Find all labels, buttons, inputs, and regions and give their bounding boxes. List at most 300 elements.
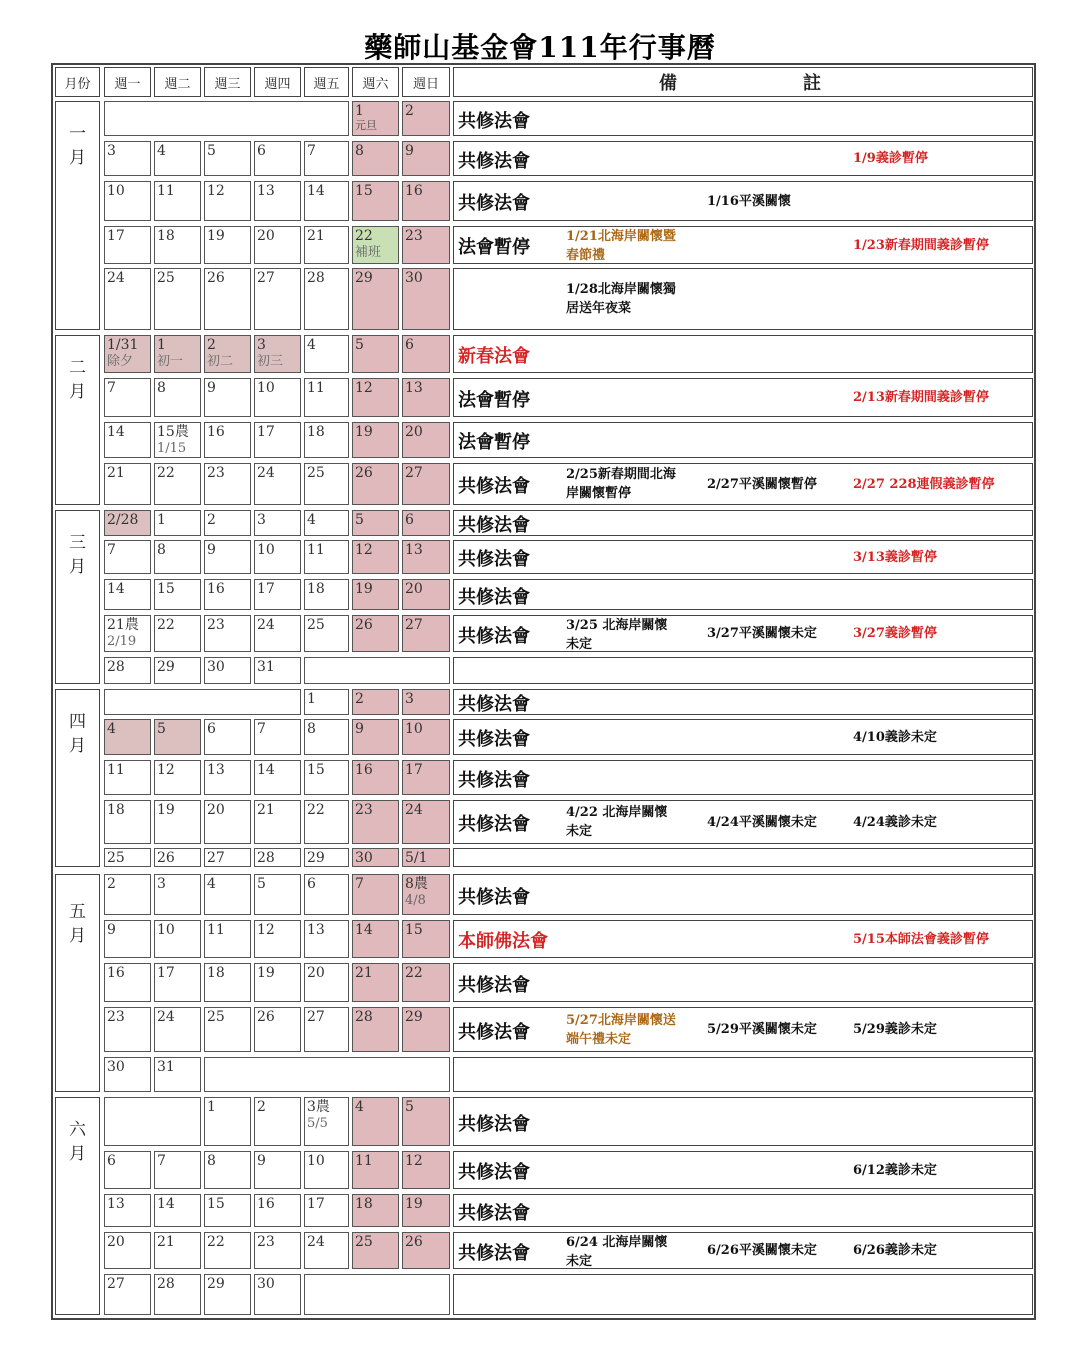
day-number: 11 xyxy=(355,1153,373,1169)
remark-note: 1/28北海岸關懷獨 居送年夜菜 xyxy=(566,282,676,316)
remark-row xyxy=(453,540,1033,574)
remark-main: 共修法會 xyxy=(458,1202,530,1224)
day-cell xyxy=(402,510,450,536)
day-note: 4/8 xyxy=(405,893,426,908)
day-number: 11 xyxy=(157,183,175,199)
day-cell xyxy=(204,848,251,867)
day-number: 25 xyxy=(307,617,325,633)
day-cell xyxy=(402,335,450,373)
day-cell xyxy=(402,540,450,574)
day-cell xyxy=(304,1151,349,1189)
day-number: 13 xyxy=(405,542,423,558)
remark-row xyxy=(453,1007,1033,1052)
day-number: 8農 xyxy=(405,876,428,892)
day-number: 13 xyxy=(107,1196,125,1212)
remark-note: 2/27 228連假義診暫停 xyxy=(853,476,995,492)
day-number: 12 xyxy=(405,1153,423,1169)
day-number: 19 xyxy=(157,802,175,818)
day-number: 13 xyxy=(307,922,325,938)
day-number: 2 xyxy=(257,1099,266,1115)
day-number: 2 xyxy=(355,691,364,707)
day-number: 1 xyxy=(157,512,166,528)
day-number: 17 xyxy=(257,424,275,440)
day-note: 元旦 xyxy=(355,119,377,132)
remark-main: 共修法會 xyxy=(458,694,530,715)
day-cell xyxy=(154,579,201,610)
remark-row xyxy=(453,422,1033,458)
day-cell xyxy=(254,615,301,652)
day-number: 21 xyxy=(355,965,373,981)
day-number: 16 xyxy=(207,424,225,440)
day-note: 1/15 xyxy=(157,441,187,456)
remark-row xyxy=(453,1194,1033,1227)
remark-note: 2/27平溪關懷暫停 xyxy=(707,476,817,492)
day-number: 1/31 xyxy=(107,337,139,353)
day-cell xyxy=(402,463,450,505)
day-cell xyxy=(304,378,349,417)
day-number: 22 xyxy=(207,1234,225,1250)
day-number: 28 xyxy=(157,1276,175,1292)
remark-note: 2/25新春期間北海 岸關懷暫停 xyxy=(566,467,676,501)
day-cell xyxy=(204,760,251,795)
day-cell xyxy=(304,335,349,373)
remark-main: 共修法會 xyxy=(458,729,530,750)
remark-note: 1/23新春期間義診暫停 xyxy=(853,237,989,253)
day-cell xyxy=(352,378,399,417)
day-cell xyxy=(254,657,301,684)
day-number: 1 xyxy=(207,1099,216,1115)
day-cell xyxy=(402,181,450,221)
day-number: 23 xyxy=(355,802,373,818)
remark-row xyxy=(453,800,1033,844)
remark-row xyxy=(453,874,1033,915)
day-cell xyxy=(352,920,399,958)
day-number: 21農 xyxy=(107,617,139,633)
day-cell xyxy=(104,335,151,373)
remark-main: 共修法會 xyxy=(458,814,530,835)
day-number: 11 xyxy=(307,542,325,558)
day-number: 11 xyxy=(307,380,325,396)
day-number: 25 xyxy=(207,1009,225,1025)
remark-row xyxy=(453,920,1033,958)
day-note: 初三 xyxy=(257,354,284,369)
remark-note: 1/21北海岸關懷暨 春節禮 xyxy=(566,229,676,263)
weekday-header-6: 週六 xyxy=(352,67,399,97)
day-number: 20 xyxy=(257,228,275,244)
day-number: 26 xyxy=(157,850,175,866)
day-number: 6 xyxy=(257,143,266,159)
day-cell xyxy=(204,378,251,417)
day-cell xyxy=(204,335,251,373)
day-cell xyxy=(204,874,251,915)
day-cell xyxy=(402,760,450,795)
day-number: 16 xyxy=(257,1196,275,1212)
day-cell xyxy=(352,615,399,652)
day-cell xyxy=(154,1007,201,1052)
remark-row xyxy=(453,615,1033,652)
day-number: 19 xyxy=(355,424,373,440)
day-number: 26 xyxy=(405,1234,423,1250)
day-number: 3農 xyxy=(307,1099,330,1115)
remark-main: 本師佛法會 xyxy=(458,931,548,952)
remark-note: 2/13新春期間義診暫停 xyxy=(853,390,989,405)
day-number: 24 xyxy=(405,802,423,818)
day-cell xyxy=(254,378,301,417)
day-cell xyxy=(352,1097,399,1146)
day-number: 14 xyxy=(307,183,325,199)
weekday-header-2: 週二 xyxy=(154,67,201,97)
day-cell xyxy=(104,1194,151,1227)
day-cell xyxy=(352,874,399,915)
day-cell xyxy=(104,874,151,915)
day-cell xyxy=(254,463,301,505)
remark-note: 3/27義診暫停 xyxy=(853,626,937,641)
day-number: 6 xyxy=(107,1153,116,1169)
day-number: 9 xyxy=(257,1153,266,1169)
day-cell xyxy=(254,268,301,330)
day-cell xyxy=(204,1194,251,1227)
day-number: 10 xyxy=(405,721,423,737)
day-number: 14 xyxy=(157,1196,175,1212)
day-cell xyxy=(204,1274,251,1315)
day-cell xyxy=(402,579,450,610)
day-cell xyxy=(402,1151,450,1189)
day-number: 3 xyxy=(405,691,414,707)
day-number: 24 xyxy=(157,1009,175,1025)
day-cell xyxy=(352,689,399,715)
remark-note: 4/24平溪關懷未定 xyxy=(707,814,817,830)
weekday-header-4: 週四 xyxy=(254,67,301,97)
remark-note: 6/12義診未定 xyxy=(853,1162,937,1178)
remark-row xyxy=(453,1151,1033,1189)
remark-row xyxy=(453,1274,1033,1315)
day-cell xyxy=(104,1151,151,1189)
day-number: 22 xyxy=(307,802,325,818)
day-cell xyxy=(154,268,201,330)
day-cell xyxy=(402,848,450,867)
day-number: 22 xyxy=(157,465,175,481)
remark-main: 共修法會 xyxy=(458,1242,530,1264)
day-number: 13 xyxy=(207,762,225,778)
day-number: 10 xyxy=(107,183,125,199)
remark-main: 法會暫停 xyxy=(458,432,530,453)
day-cell xyxy=(254,579,301,610)
day-cell xyxy=(304,1097,349,1146)
day-number: 8 xyxy=(157,380,166,396)
day-cell xyxy=(104,615,151,652)
day-number: 5 xyxy=(207,143,216,159)
day-number: 5 xyxy=(355,512,364,528)
day-cell xyxy=(154,657,201,684)
day-number: 17 xyxy=(307,1196,325,1212)
day-cell xyxy=(154,800,201,844)
day-number: 9 xyxy=(405,143,414,159)
day-cell xyxy=(154,1057,201,1092)
day-cell xyxy=(204,141,251,176)
day-number: 17 xyxy=(405,762,423,778)
day-cell xyxy=(402,800,450,844)
day-number: 9 xyxy=(207,542,216,558)
day-cell xyxy=(304,181,349,221)
day-cell xyxy=(104,181,151,221)
day-number: 20 xyxy=(107,1234,125,1250)
day-cell xyxy=(204,963,251,1002)
day-cell xyxy=(304,719,349,755)
day-note: 補班 xyxy=(355,245,382,260)
day-number: 1 xyxy=(355,103,364,119)
remark-note: 1/16平溪關懷 xyxy=(707,193,791,209)
day-cell xyxy=(402,963,450,1002)
day-cell xyxy=(352,268,399,330)
remark-note: 4/22 北海岸關懷 未定 xyxy=(566,805,668,839)
day-cell xyxy=(352,1194,399,1227)
remark-row xyxy=(453,226,1033,264)
day-cell xyxy=(104,657,151,684)
day-number: 19 xyxy=(355,581,373,597)
day-number: 23 xyxy=(405,228,423,244)
day-note: 初二 xyxy=(207,354,234,369)
day-cell xyxy=(254,1151,301,1189)
day-cell xyxy=(204,719,251,755)
day-number: 24 xyxy=(257,617,275,633)
day-cell xyxy=(304,874,349,915)
day-cell xyxy=(352,335,399,373)
day-number: 14 xyxy=(257,762,275,778)
day-number: 18 xyxy=(157,228,175,244)
day-cell xyxy=(304,540,349,574)
month-label: 一 月 xyxy=(55,101,100,330)
day-number: 30 xyxy=(355,850,373,866)
day-note: 初一 xyxy=(157,354,184,369)
blank-cell xyxy=(104,101,349,136)
remark-note: 1/9義診暫停 xyxy=(853,151,928,166)
day-cell xyxy=(104,1232,151,1269)
day-number: 8 xyxy=(207,1153,216,1169)
day-number: 10 xyxy=(157,922,175,938)
day-number: 3 xyxy=(107,143,116,159)
remark-main: 共修法會 xyxy=(458,150,530,172)
day-cell xyxy=(402,719,450,755)
remark-row xyxy=(453,689,1033,715)
day-cell xyxy=(352,101,399,136)
day-cell xyxy=(254,1232,301,1269)
day-cell xyxy=(304,760,349,795)
remark-main: 共修法會 xyxy=(458,110,530,132)
day-number: 12 xyxy=(157,762,175,778)
day-number: 11 xyxy=(207,922,225,938)
day-cell xyxy=(254,800,301,844)
day-number: 5 xyxy=(157,721,166,737)
day-cell xyxy=(254,422,301,458)
blank-cell xyxy=(104,689,301,715)
day-number: 26 xyxy=(355,465,373,481)
day-cell xyxy=(254,1097,301,1146)
day-number: 1 xyxy=(157,337,166,353)
day-number: 26 xyxy=(257,1009,275,1025)
remark-main: 共修法會 xyxy=(458,515,530,536)
remark-row xyxy=(453,1232,1033,1269)
day-number: 12 xyxy=(257,922,275,938)
day-number: 19 xyxy=(257,965,275,981)
day-cell xyxy=(154,874,201,915)
blank-cell xyxy=(104,1097,201,1146)
day-number: 26 xyxy=(355,617,373,633)
day-number: 25 xyxy=(307,465,325,481)
day-cell xyxy=(104,226,151,264)
day-cell xyxy=(352,463,399,505)
remark-row xyxy=(453,378,1033,417)
day-number: 2/28 xyxy=(107,512,139,528)
day-number: 23 xyxy=(257,1234,275,1250)
day-cell xyxy=(154,510,201,536)
day-cell xyxy=(352,760,399,795)
day-number: 7 xyxy=(307,143,316,159)
day-cell xyxy=(154,463,201,505)
day-cell xyxy=(402,141,450,176)
day-number: 8 xyxy=(355,143,364,159)
day-cell xyxy=(402,378,450,417)
day-cell xyxy=(352,719,399,755)
day-cell xyxy=(402,615,450,652)
day-number: 28 xyxy=(355,1009,373,1025)
day-number: 4 xyxy=(207,876,216,892)
day-cell xyxy=(154,920,201,958)
day-number: 31 xyxy=(257,659,275,675)
day-cell xyxy=(104,719,151,755)
blank-cell xyxy=(304,657,450,684)
day-cell xyxy=(254,920,301,958)
day-cell xyxy=(402,1232,450,1269)
day-number: 10 xyxy=(257,542,275,558)
remark-note: 5/29義診未定 xyxy=(853,1022,937,1037)
remark-row xyxy=(453,463,1033,505)
day-number: 7 xyxy=(107,542,116,558)
day-number: 11 xyxy=(107,762,125,778)
day-number: 17 xyxy=(107,228,125,244)
day-cell xyxy=(154,1274,201,1315)
day-number: 30 xyxy=(107,1059,125,1075)
day-cell xyxy=(304,422,349,458)
day-number: 3 xyxy=(257,512,266,528)
day-cell xyxy=(104,1274,151,1315)
day-cell xyxy=(104,963,151,1002)
remark-main: 共修法會 xyxy=(458,769,530,791)
day-cell xyxy=(204,1097,251,1146)
day-number: 12 xyxy=(207,183,225,199)
day-cell xyxy=(154,1151,201,1189)
remark-row xyxy=(453,657,1033,684)
day-cell xyxy=(204,920,251,958)
day-number: 4 xyxy=(107,721,116,737)
day-cell xyxy=(352,800,399,844)
day-cell xyxy=(254,1194,301,1227)
day-cell xyxy=(104,540,151,574)
day-number: 20 xyxy=(405,424,423,440)
day-cell xyxy=(254,760,301,795)
day-cell xyxy=(104,378,151,417)
day-number: 21 xyxy=(257,802,275,818)
day-number: 27 xyxy=(207,850,225,866)
remark-row xyxy=(453,579,1033,610)
remark-note: 5/29平溪關懷未定 xyxy=(707,1022,817,1037)
day-cell xyxy=(352,226,399,264)
day-cell xyxy=(254,1274,301,1315)
day-cell xyxy=(402,689,450,715)
day-cell xyxy=(204,615,251,652)
remark-row xyxy=(453,719,1033,755)
day-number: 2 xyxy=(405,103,414,119)
day-number: 6 xyxy=(405,337,414,353)
day-number: 7 xyxy=(107,380,116,396)
day-number: 18 xyxy=(107,802,125,818)
remark-row xyxy=(453,1057,1033,1092)
day-number: 12 xyxy=(355,380,373,396)
day-number: 2 xyxy=(207,512,216,528)
day-number: 15農 xyxy=(157,424,189,440)
day-cell xyxy=(402,101,450,136)
day-cell xyxy=(402,920,450,958)
remark-note: 6/26平溪關懷未定 xyxy=(707,1243,817,1258)
day-cell xyxy=(204,181,251,221)
day-cell xyxy=(304,226,349,264)
day-cell xyxy=(104,800,151,844)
day-cell xyxy=(104,920,151,958)
day-number: 30 xyxy=(207,659,225,675)
day-number: 20 xyxy=(207,802,225,818)
remark-note: 4/24義診未定 xyxy=(853,814,937,830)
day-cell xyxy=(254,510,301,536)
day-number: 20 xyxy=(307,965,325,981)
day-cell xyxy=(304,920,349,958)
day-cell xyxy=(154,378,201,417)
day-number: 25 xyxy=(355,1234,373,1250)
weekday-header-3: 週三 xyxy=(204,67,251,97)
day-cell xyxy=(204,579,251,610)
day-number: 21 xyxy=(107,465,125,481)
day-number: 27 xyxy=(107,1276,125,1292)
day-cell xyxy=(254,719,301,755)
day-cell xyxy=(402,1097,450,1146)
day-cell xyxy=(154,335,201,373)
remark-main: 共修法會 xyxy=(458,1113,530,1135)
day-number: 19 xyxy=(207,228,225,244)
day-number: 24 xyxy=(307,1234,325,1250)
day-number: 18 xyxy=(355,1196,373,1212)
day-cell xyxy=(402,226,450,264)
day-cell xyxy=(304,579,349,610)
day-number: 9 xyxy=(355,721,364,737)
day-number: 29 xyxy=(405,1009,423,1025)
remark-row xyxy=(453,848,1033,867)
day-number: 16 xyxy=(107,965,125,981)
remark-main: 共修法會 xyxy=(458,974,530,996)
day-cell xyxy=(304,848,349,867)
day-number: 16 xyxy=(207,581,225,597)
day-cell xyxy=(104,268,151,330)
day-cell xyxy=(104,141,151,176)
day-number: 27 xyxy=(405,465,423,481)
day-number: 27 xyxy=(257,270,275,286)
day-number: 5 xyxy=(405,1099,414,1115)
day-cell xyxy=(204,1007,251,1052)
day-number: 24 xyxy=(257,465,275,481)
remark-main: 共修法會 xyxy=(458,549,530,570)
day-number: 10 xyxy=(307,1153,325,1169)
day-note: 5/5 xyxy=(307,1116,328,1131)
day-cell xyxy=(204,657,251,684)
remark-note: 4/10義診未定 xyxy=(853,729,937,745)
day-number: 28 xyxy=(257,850,275,866)
